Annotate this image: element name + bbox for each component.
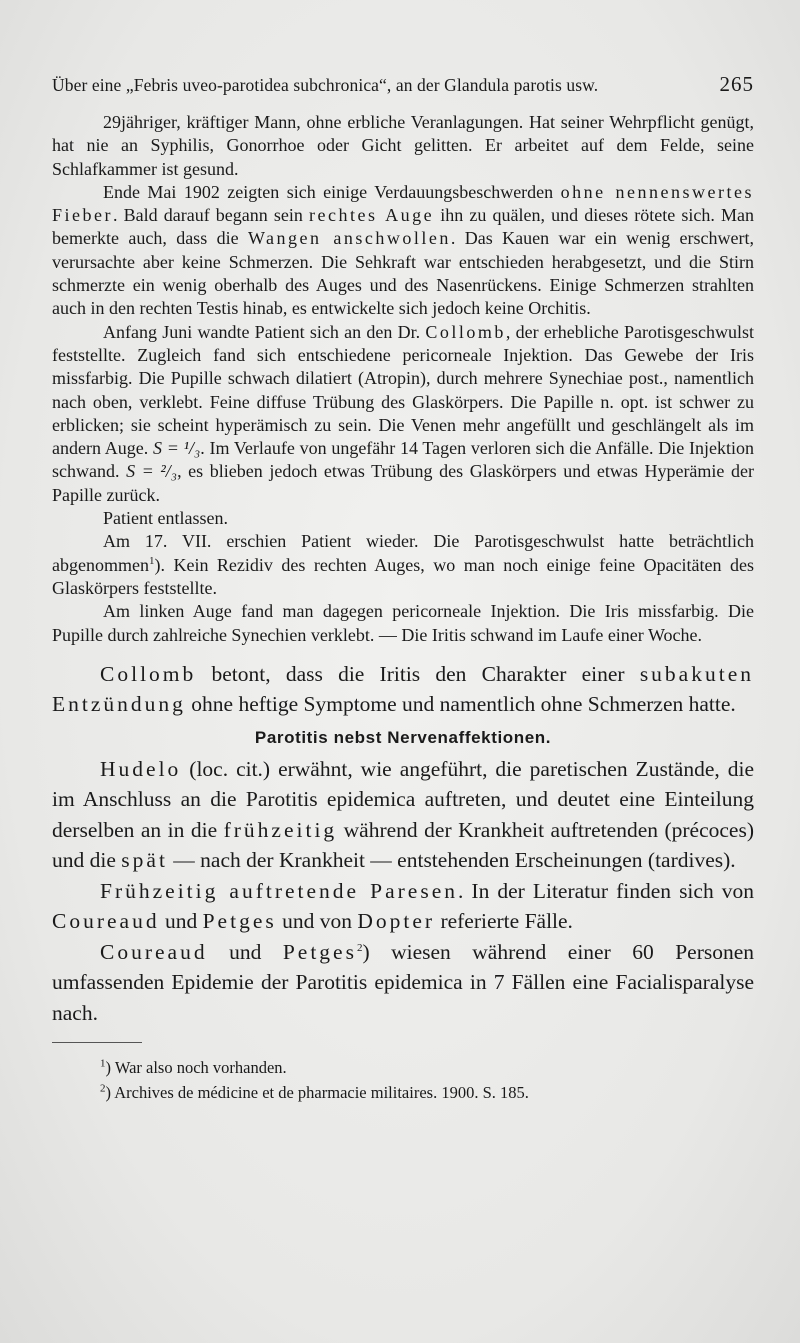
emphasis: Frühzeitig auftretende Paresen	[100, 878, 458, 903]
author-name: Petges	[282, 939, 357, 964]
paragraph: Ende Mai 1902 zeigten sich einige Verdauungsbeschwerden ohne nennenswertes Fieber. Bald darauf begann sein rechtes Auge ihn zu quälen, und dieses rötete sich. Man bemerkte auch, dass die Wangen anschwollen. Das Kauen war ein wenig erschwert, verursachte aber keine Schmerzen. Die Sehkraft war entschieden herabgesetzt, und die Stirn schmerzte ein wenig oberhalb des Auges und des Nasenrückens. Einige Schmerzen strahlten auch in den rechten Testis hinab, es entwickelte sich jedoch keine Orchitis.	[52, 181, 755, 319]
running-header	[52, 72, 754, 97]
running-title: Über eine „Febris uveo-parotidea subchronica“, an der Glandula parotis usw.	[52, 75, 599, 95]
emphasis: rechtes Auge	[309, 205, 435, 226]
emphasis: ohne nennenswertes Fieber	[52, 181, 754, 226]
case-report	[52, 111, 754, 647]
emphasis: Wangen anschwollen	[247, 228, 451, 249]
page-number: 265	[719, 72, 754, 96]
paragraph: Patient entlassen.	[103, 508, 228, 529]
footnote-rule	[52, 1042, 142, 1043]
author-name: Collomb	[425, 321, 506, 342]
main-text	[52, 659, 754, 720]
paragraph: Hudelo (loc. cit.) erwähnt, wie angeführt, die paretischen Zustände, die im Anschluss an die Parotitis epidemica auftreten, und deutet eine Einteilung derselben an in die frühzeitig während der Krankheit auftretenden (précoces) und die spät — nach der Krankheit — entstehenden Erscheinungen (tardives).	[52, 756, 754, 873]
footnote-ref: 2	[356, 941, 363, 954]
paragraph: Am 17. VII. erschien Patient wieder. Die Parotisgeschwulst hatte beträchtlich abgenommen$^1$). Kein Rezidiv des rechten Auges, wo man noch einige feine Opacitäten des Glaskörpers feststellte.	[52, 531, 754, 598]
footnote-mark: 2	[100, 1082, 106, 1095]
emphasis: spät	[121, 848, 168, 873]
visual-acuity: S = ²/₃	[126, 461, 178, 482]
main-text	[52, 754, 754, 1029]
paragraph: Frühzeitig auftretende Paresen. In der Literatur finden sich von Coureaud und Petges und von Dopter referierte Fälle.	[52, 878, 754, 934]
author-name: Dopter	[357, 909, 436, 934]
emphasis: frühzeitig	[223, 817, 338, 842]
author-name: Coureaud	[52, 909, 160, 934]
author-name: Hudelo	[100, 756, 182, 781]
paragraph: Anfang Juni wandte Patient sich an den Dr. Collomb, der erhebliche Parotisgeschwulst feststellte. Zugleich fand sich entschiedene pericorneale Injektion. Das Gewebe der Iris missfarbig. Die Pupille schwach dilatiert (Atropin), durch mehrere Synechiae post., namentlich nach oben, verklebt. Feine diffuse Trübung des Glaskörpers. Die Papille n. opt. ist schwer zu erblicken; sie scheint hyperämisch zu sein. Die Venen mehr angefüllt und geschlängelt als im andern Auge. S = ¹/₃. Im Verlaufe von ungefähr 14 Tagen verloren sich die Anfälle. Die Injektion schwand. S = ²/₃, es blieben jedoch etwas Trübung des Glaskörpers und etwas Hyperämie der Papille zurück.	[52, 321, 754, 505]
paragraph: Coureaud und Petges$^2$) wiesen während einer 60 Personen umfassenden Epidemie der Parotitis epidemica in 7 Fällen eine Facialisparalyse nach.	[52, 939, 755, 1025]
paragraph: Am linken Auge fand man dagegen pericorneale Injektion. Die Iris missfarbig. Die Pupille durch zahlreiche Synechien verklebt. — Die Iritis schwand im Laufe einer Woche.	[52, 601, 754, 645]
author-name: Petges	[202, 909, 277, 934]
footnotes	[52, 1055, 754, 1105]
footnote-ref: 1	[148, 554, 155, 567]
emphasis: subakuten Entzündung	[52, 661, 754, 717]
author-name: Collomb	[100, 661, 197, 686]
section-heading: Parotitis nebst Nervenaffektionen.	[254, 727, 552, 747]
footnote-mark: 1	[100, 1057, 106, 1070]
paragraph: Collomb betont, dass die Iritis den Charakter einer subakuten Entzündung ohne heftige Symptome und namentlich ohne Schmerzen hatte.	[52, 661, 754, 717]
footnote: $^1$) War also noch vorhanden.	[100, 1057, 287, 1078]
paragraph: 29jähriger, kräftiger Mann, ohne erbliche Veranlagungen. Hat seiner Wehrpflicht genügt, hat nie an Syphilis, Gonorrhoe oder Gicht gelitten. Er arbeitet auf dem Felde, seine Schlafkammer ist gesund.	[52, 112, 754, 179]
visual-acuity: S = ¹/₃	[152, 438, 201, 459]
footnote: $^2$) Archives de médicine et de pharmacie militaires. 1900. S. 185.	[100, 1082, 529, 1103]
author-name: Coureaud	[100, 939, 208, 964]
